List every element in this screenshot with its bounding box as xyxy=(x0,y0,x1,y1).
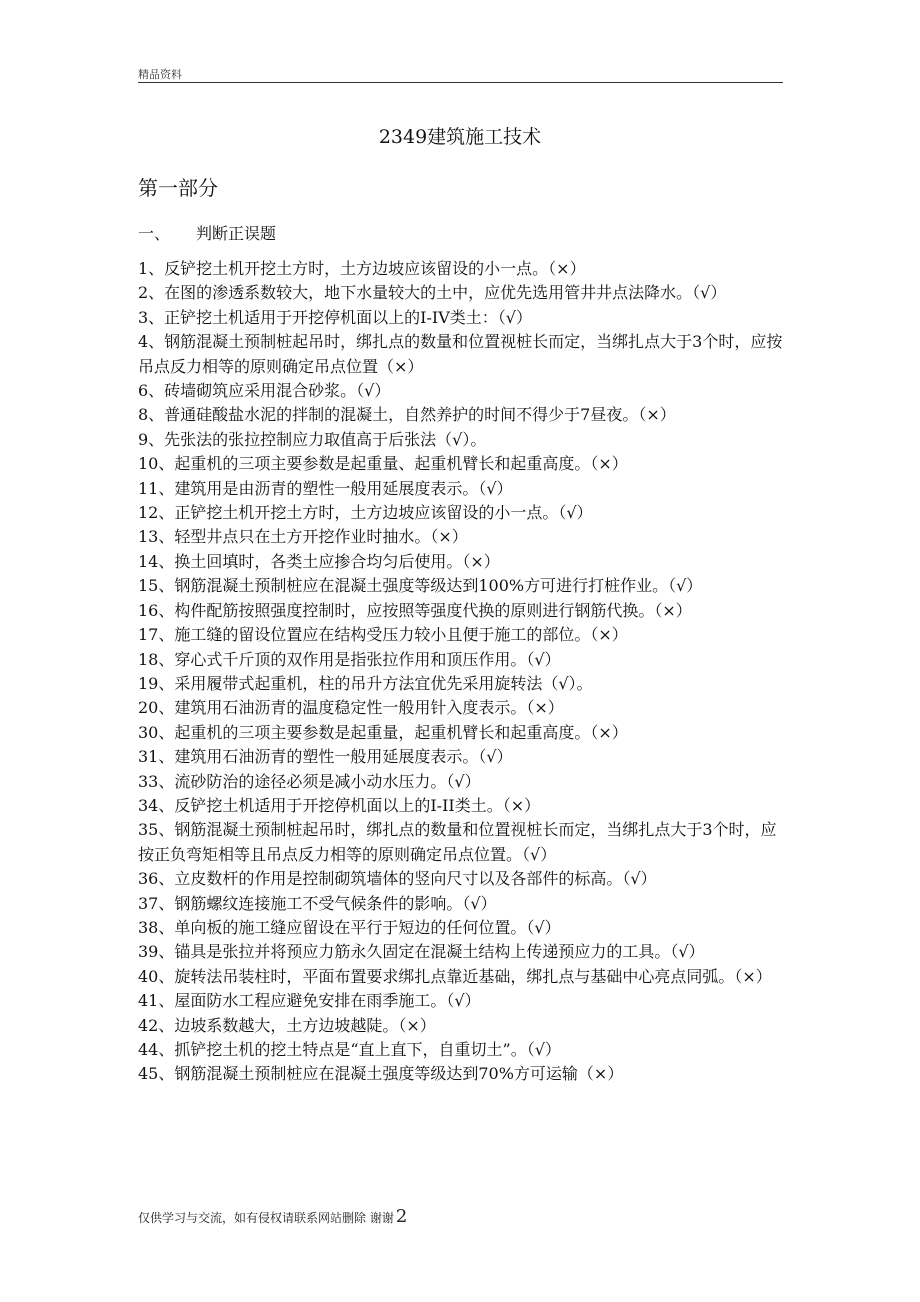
question-item: 6、砖墙砌筑应采用混合砂浆。（√） xyxy=(138,381,391,401)
question-item: 10、起重机的三项主要参数是起重量、起重机臂长和起重高度。（×） xyxy=(138,454,628,474)
question-item: 9、先张法的张拉控制应力取值高于后张法（√）。 xyxy=(138,429,487,449)
part-heading: 第一部分 xyxy=(138,176,218,200)
question-item: 14、换土回填时，各类土应掺合均匀后使用。（×） xyxy=(138,551,500,571)
header-label: 精品资料 xyxy=(138,68,182,81)
section-title: 判断正误题 xyxy=(196,224,277,243)
question-item: 39、锚具是张拉并将预应力筋永久固定在混凝土结构上传递预应力的工具。（√） xyxy=(138,942,705,962)
question-item: 33、流砂防治的途径必须是减小动水压力。（√） xyxy=(138,771,481,791)
question-item: 20、建筑用石油沥青的温度稳定性一般用针入度表示。（×） xyxy=(138,698,564,718)
question-item: 38、单向板的施工缝应留设在平行于短边的任何位置。（√） xyxy=(138,917,561,937)
question-item: 30、起重机的三项主要参数是起重量，起重机臂长和起重高度。（×） xyxy=(138,722,628,742)
question-item: 3、正铲挖土机适用于开挖停机面以上的I-IV类土：（√） xyxy=(138,307,532,327)
section-heading xyxy=(138,221,276,244)
question-item: 11、建筑用是由沥青的塑性一般用延展度表示。（√） xyxy=(138,478,513,498)
document-title: 2349建筑施工技术 xyxy=(378,126,542,148)
footer-note: 仅供学习与交流，如有侵权请联系网站删除 谢谢 xyxy=(138,1211,394,1225)
question-item: 36、立皮数杆的作用是控制砌筑墙体的竖向尺寸以及各部件的标高。（√） xyxy=(138,869,657,889)
question-item: 15、钢筋混凝土预制桩应在混凝土强度等级达到100%方可进行打桩作业。（√） xyxy=(138,576,703,596)
question-item: 16、构件配筋按照强度控制时，应按照等强度代换的原则进行钢筋代换。（×） xyxy=(138,600,692,620)
question-item: 41、屋面防水工程应避免安排在雨季施工。（√） xyxy=(138,991,481,1011)
question-item: 44、抓铲挖土机的挖土特点是“直上直下，自重切土”。（√） xyxy=(138,1040,561,1059)
question-item: 8、普通硅酸盐水泥的拌制的混凝土，自然养护的时间不得少于7昼夜。（×） xyxy=(138,405,676,425)
page-number: 2 xyxy=(395,1206,408,1227)
question-item: 42、边坡系数越大，土方边坡越陡。（×） xyxy=(138,1015,436,1035)
question-list xyxy=(138,257,783,1087)
question-item: 19、采用履带式起重机，柱的吊升方法宜优先采用旋转法（√）。 xyxy=(138,673,593,693)
question-item: 37、钢筋螺纹连接施工不受气候条件的影响。（√） xyxy=(138,893,497,913)
question-item: 35、钢筋混凝土预制桩起吊时，绑扎点的数量和位置视桩长而定，当绑扎点大于3个时，应按正负弯矩相等且吊点反力相等的原则确定吊点位置。（√） xyxy=(138,820,777,864)
question-item: 2、在图的渗透系数较大，地下水量较大的土中，应优先选用管井井点法降水。（√） xyxy=(138,283,727,303)
footer xyxy=(138,1206,407,1227)
question-item: 1、反铲挖土机开挖土方时，土方边坡应该留设的小一点。（×） xyxy=(138,259,586,278)
question-item: 45、钢筋混凝土预制桩应在混凝土强度等级达到70%方可运输（×） xyxy=(138,1064,624,1084)
question-item: 18、穿心式千斤顶的双作用是指张拉作用和顶压作用。（√） xyxy=(138,649,561,669)
question-item: 31、建筑用石油沥青的塑性一般用延展度表示。（√） xyxy=(138,747,513,767)
question-item: 4、钢筋混凝土预制桩起吊时，绑扎点的数量和位置视桩长而定，当绑扎点大于3个时，应按吊点反力相等的原则确定吊点位置（×） xyxy=(138,332,783,376)
question-item: 13、轻型井点只在土方开挖作业时抽水。（×） xyxy=(138,527,468,547)
question-item: 34、反铲挖土机适用于开挖停机面以上的I-II类土。（×） xyxy=(138,795,541,815)
section-number: 一、 xyxy=(138,224,171,243)
header-divider xyxy=(138,82,783,83)
question-item: 40、旋转法吊装柱时，平面布置要求绑扎点靠近基础，绑扎点与基础中心亮点同弧。（×） xyxy=(138,966,772,986)
question-item: 17、施工缝的留设位置应在结构受压力较小且便于施工的部位。（×） xyxy=(138,625,628,645)
question-item: 12、正铲挖土机开挖土方时，土方边坡应该留设的小一点。（√） xyxy=(138,503,593,523)
